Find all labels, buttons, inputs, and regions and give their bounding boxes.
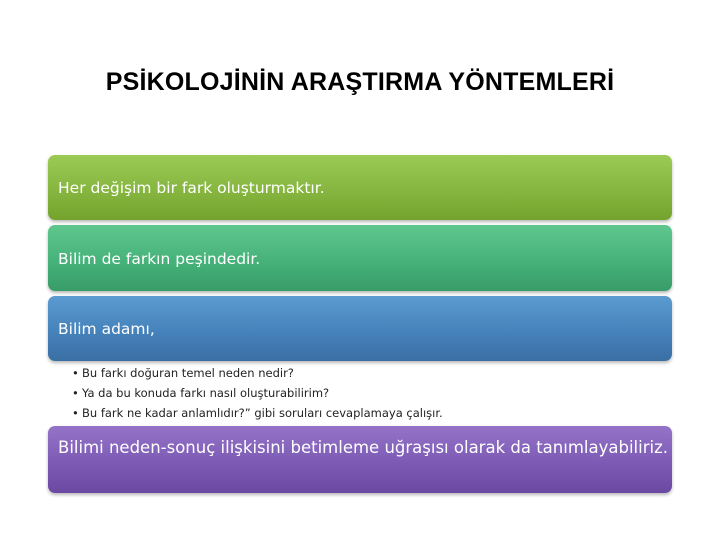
sub-bullet-text: Ya da bu konuda farkı nasıl oluşturabilirim?	[82, 386, 330, 400]
block-3-text: Bilim adamı,	[58, 320, 155, 338]
slide-title: PSİKOLOJİNİN ARAŞTIRMA YÖNTEMLERİ	[105, 68, 615, 96]
bullet-glyph: •	[72, 366, 79, 380]
block-1-text: Her değişim bir fark oluşturmaktır.	[58, 179, 325, 197]
smartart-block-4	[48, 426, 672, 493]
sub-bullet-text: Bu fark ne kadar anlamlıdır?” gibi soruları cevaplamaya çalışır.	[82, 406, 443, 420]
sub-bullet-list	[72, 363, 672, 423]
block-4-text: Bilimi neden-sonuç ilişkisini betimleme uğraşısı olarak da tanımlayabiliriz.	[58, 438, 668, 457]
smartart-block-3	[48, 296, 672, 361]
bullet-glyph: •	[72, 406, 79, 420]
smartart-block-2	[48, 225, 672, 291]
block-2-text: Bilim de farkın peşindedir.	[58, 250, 261, 268]
smartart-block-1	[48, 155, 672, 220]
sub-bullet-text: Bu farkı doğuran temel neden nedir?	[82, 366, 294, 380]
sub-bullet-item	[72, 363, 672, 383]
sub-bullet-item	[72, 383, 672, 403]
sub-bullet-item	[72, 403, 672, 423]
bullet-glyph: •	[72, 386, 79, 400]
